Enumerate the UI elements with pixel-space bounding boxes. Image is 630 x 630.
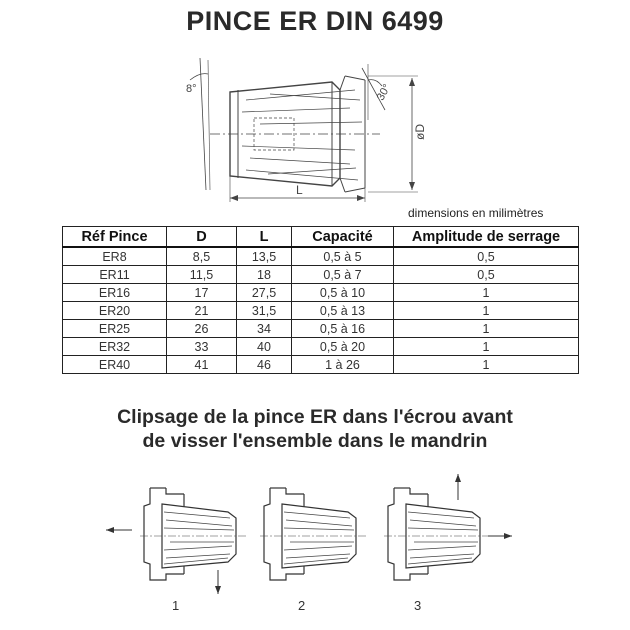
table-row (63, 284, 579, 302)
table-cell: ER16 (63, 284, 167, 302)
table-cell: ER25 (63, 320, 167, 338)
table-row (63, 302, 579, 320)
table-cell: 0,5 à 10 (292, 284, 394, 302)
table-cell: 46 (237, 356, 292, 374)
table-cell: 26 (167, 320, 237, 338)
step-label-3: 3 (414, 598, 422, 613)
table-cell: 31,5 (237, 302, 292, 320)
col-header: D (167, 227, 237, 248)
step-label-1: 1 (172, 598, 180, 613)
table-cell: 13,5 (237, 247, 292, 266)
col-header: Réf Pince (63, 227, 167, 248)
table-cell: 1 (394, 320, 579, 338)
table-cell: 18 (237, 266, 292, 284)
table-cell: 1 (394, 356, 579, 374)
subtitle-line-1: Clipsage de la pince ER dans l'écrou avant (117, 406, 513, 428)
table-cell: 21 (167, 302, 237, 320)
table-row (63, 266, 579, 284)
spec-table (62, 226, 579, 374)
table-cell: ER32 (63, 338, 167, 356)
length-label: L (296, 183, 303, 197)
table-cell: 1 à 26 (292, 356, 394, 374)
step-1-drawing (106, 488, 246, 594)
table-cell: 34 (237, 320, 292, 338)
table-cell: 41 (167, 356, 237, 374)
subtitle-line-2: de visser l'ensemble dans le mandrin (142, 430, 488, 452)
table-cell: 0,5 à 20 (292, 338, 394, 356)
step-label-2: 2 (298, 598, 306, 613)
col-header: Capacité (292, 227, 394, 248)
table-cell: 27,5 (237, 284, 292, 302)
col-header: Amplitude de serrage (394, 227, 579, 248)
table-cell: 40 (237, 338, 292, 356)
table-row (63, 247, 579, 266)
table-cell: 17 (167, 284, 237, 302)
units-note: dimensions en milimètres (408, 206, 544, 220)
col-header: L (237, 227, 292, 248)
table-cell: ER40 (63, 356, 167, 374)
angle-left-label: 8° (186, 83, 197, 95)
table-cell: 1 (394, 284, 579, 302)
table-cell: 1 (394, 302, 579, 320)
table-cell: 11,5 (167, 266, 237, 284)
table-cell: ER11 (63, 266, 167, 284)
table-cell: 33 (167, 338, 237, 356)
table-cell: 0,5 à 5 (292, 247, 394, 266)
angle-right-label: 30° (374, 82, 394, 103)
table-cell: 0,5 à 13 (292, 302, 394, 320)
collet-technical-drawing (150, 50, 430, 210)
table-cell: 8,5 (167, 247, 237, 266)
table-cell: 0,5 (394, 247, 579, 266)
table-row (63, 338, 579, 356)
page-title: PINCE ER DIN 6499 (186, 6, 444, 36)
table-cell: 1 (394, 338, 579, 356)
table-cell: 0,5 à 7 (292, 266, 394, 284)
table-cell: ER20 (63, 302, 167, 320)
table-cell: 0,5 (394, 266, 579, 284)
step-2-drawing (260, 488, 366, 580)
table-cell: ER8 (63, 247, 167, 266)
table-header-row (63, 227, 579, 248)
table-row (63, 320, 579, 338)
step-3-drawing (384, 474, 512, 580)
table-cell: 0,5 à 16 (292, 320, 394, 338)
assembly-steps-diagram (100, 470, 520, 600)
diameter-label: øD (413, 124, 427, 140)
table-row (63, 356, 579, 374)
